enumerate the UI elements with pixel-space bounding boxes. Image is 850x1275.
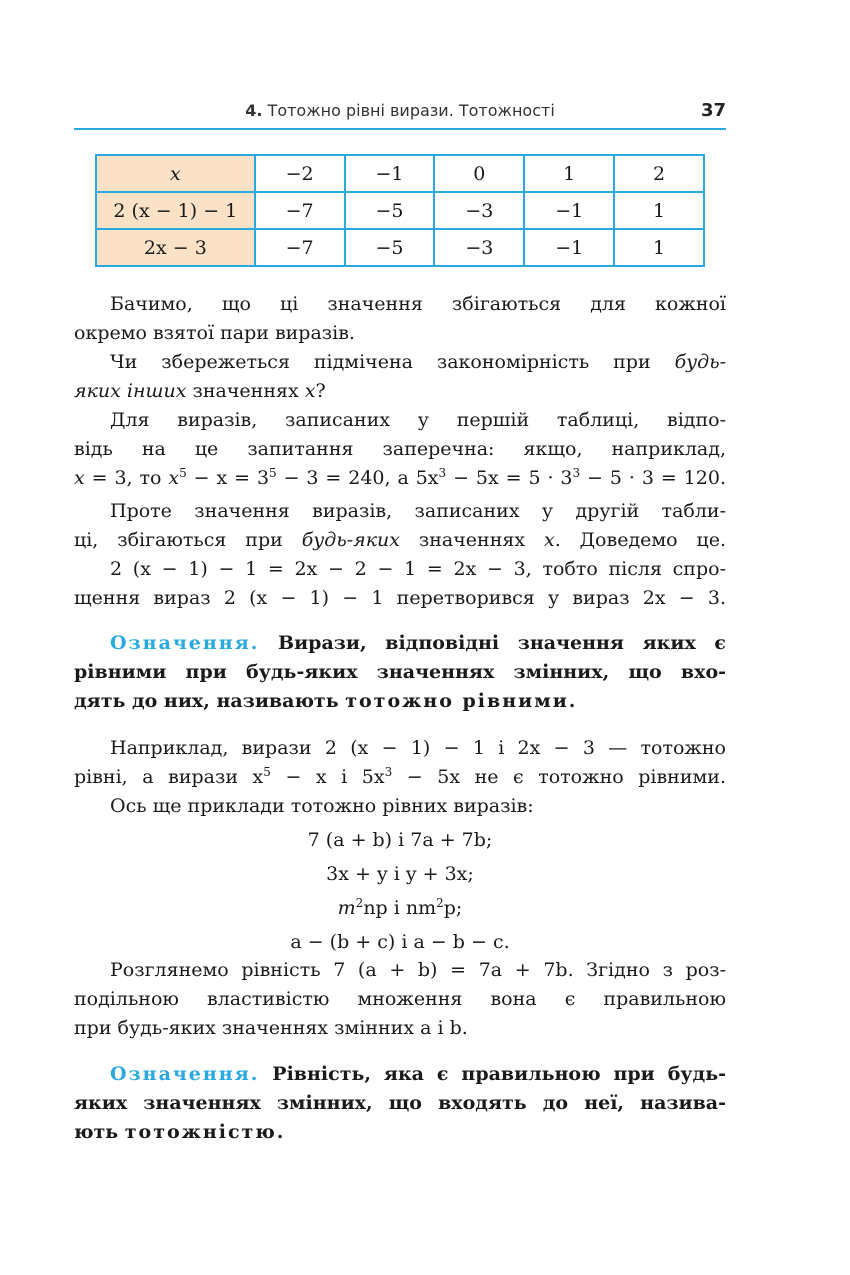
page-number: 37	[700, 100, 726, 121]
defined-term: тотожністю	[124, 1121, 277, 1143]
running-title	[74, 101, 726, 120]
paragraph-question: Чи збережеться підмічена закономірність при будь- яких інших значеннях x?	[74, 351, 726, 402]
table-cell: −5	[345, 192, 435, 229]
table-cell: −7	[255, 192, 345, 229]
section-title: Тотожно рівні вирази. Тотожності	[267, 101, 555, 120]
table-cell: 1	[524, 155, 614, 192]
counterexample-formula: x = 3, то $x^5 - x = 3^5 - 3 = 240$, а $5x^3 - 5x = 5 \cdot 3^3 - 5 \cdot 3 = 120$.	[74, 466, 726, 489]
table-cell: 1	[614, 192, 704, 229]
table-cell: 1	[614, 229, 704, 266]
table-cell: −5	[345, 229, 435, 266]
section-number: 4.	[245, 101, 263, 120]
table-cell: −1	[345, 155, 435, 192]
paragraph-distributive: Розглянемо рівність 7 (a + b) = 7a + 7b. Згідно з роз- подільною властивістю множення вона є правильною при будь-яких значеннях змінних a і b.	[74, 959, 726, 1039]
table-row	[96, 229, 704, 266]
row-label: x	[96, 155, 255, 192]
table-cell: −1	[524, 192, 614, 229]
row-label: 2 (x − 1) − 1	[96, 192, 255, 229]
definition-identical-expressions: Означення. Вирази, відповідні значення яких є рівними при будь-яких значеннях змінних, що вхо- дять до них, називають тотожно рівними.	[74, 632, 726, 712]
table-cell: −3	[434, 229, 524, 266]
table-cell: 2	[614, 155, 704, 192]
example-item: 3x + y і y + 3x;	[326, 863, 474, 885]
values-table	[95, 154, 705, 267]
definition-label: Означення.	[110, 1063, 260, 1085]
paragraph-example: Наприклад, вирази 2 (x − 1) − 1 і 2x − 3 — тотожно рівні, а вирази $x^5 - x$ і $5x^3 - 5x$ не є тотожно рівними. Ось ще приклади тотожно рівних виразів:	[74, 737, 726, 817]
table-row	[96, 192, 704, 229]
definition-label: Означення.	[110, 632, 260, 654]
example-item: a − (b + c) і a − b − c.	[290, 931, 510, 953]
paragraph-proof: Проте значення виразів, записаних у другій табли- ці, збігаються при будь-яких значеннях x. Доведемо це. 2 (x − 1) − 1 = 2x − 2 − 1 = 2x − 3, тобто після спро- щення вираз 2 (x − 1) − 1 перетворився у вираз 2x − 3.	[74, 500, 726, 609]
example-item: 7 (a + b) і 7a + 7b;	[307, 829, 493, 851]
table-cell: −2	[255, 155, 345, 192]
table-cell: −1	[524, 229, 614, 266]
paragraph-counterexample: Для виразів, записаних у першій таблиці, відпо- відь на це запитання заперечна: якщо, наприклад, x = 3, то $x^5 - x = 3^5 - 3 = 240$, а $5x^3 - 5x = 5 \cdot 3^3 - 5 \cdot 3 = 120$.	[74, 406, 726, 493]
table-cell: −7	[255, 229, 345, 266]
table-row	[96, 155, 704, 192]
defined-term: тотожно рівними	[345, 690, 569, 712]
row-label: 2x − 3	[96, 229, 255, 266]
table-cell: −3	[434, 192, 524, 229]
examples-list	[74, 823, 726, 959]
example-item: $m^2np$ і $nm^2p$;	[337, 896, 463, 919]
table-cell: 0	[434, 155, 524, 192]
paragraph-observation: Бачимо, що ці значення збігаються для кожної окремо взятої пари виразів.	[74, 293, 726, 344]
definition-identity: Означення. Рівність, яка є правильною при будь- яких значеннях змінних, що входять до неї, назива- ють тотожністю.	[74, 1063, 726, 1143]
running-head	[74, 98, 726, 130]
